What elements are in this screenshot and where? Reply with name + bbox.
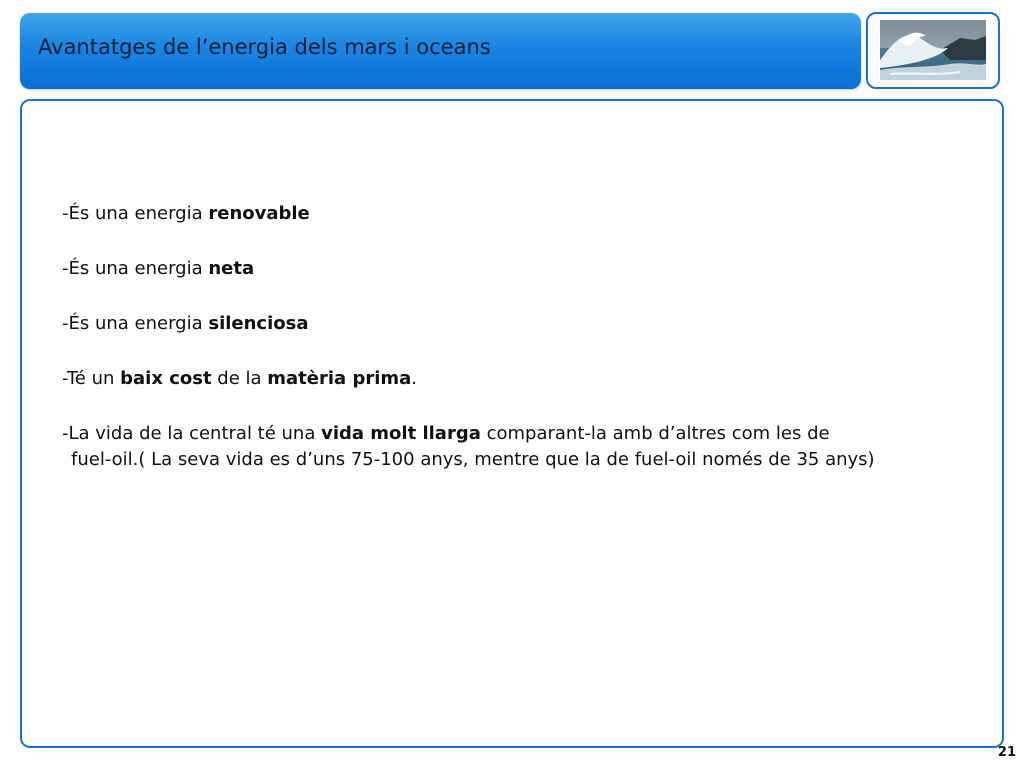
bullet-bold: matèria prima: [267, 368, 412, 389]
content-box: [20, 99, 1004, 748]
bullet-item: [62, 311, 992, 337]
slide-title: Avantatges de l’energia dels mars i oceans: [38, 35, 491, 59]
bullet-bold: vida molt llarga: [321, 423, 481, 444]
bullet-continuation: fuel-oil.( La seva vida es d’uns 75-100 anys, mentre que la de fuel-oil només de 35 anys): [71, 449, 875, 470]
bullet-text: -La vida de la central té una: [62, 423, 322, 444]
bullet-text: -És una energia: [62, 313, 209, 334]
bullet-bold: baix cost: [120, 368, 212, 389]
bullet-text: -És una energia: [62, 258, 209, 279]
bullet-text: de la: [211, 368, 268, 389]
bullet-text: -És una energia: [62, 203, 209, 224]
bullet-item: [62, 201, 992, 227]
bullet-item: [62, 366, 992, 392]
bullet-list: [62, 201, 992, 502]
bullet-item: [62, 421, 992, 473]
bullet-bold: renovable: [208, 203, 310, 224]
thumbnail-frame: [866, 12, 1000, 89]
ocean-waves-image-icon: [880, 20, 986, 80]
ocean-waves-svg: [880, 20, 986, 80]
title-bar: [20, 13, 861, 89]
bullet-text: .: [411, 368, 418, 389]
bullet-text: -Té un: [62, 368, 121, 389]
bullet-bold: silenciosa: [208, 313, 309, 334]
bullet-text: comparant-la amb d’altres com les de: [480, 423, 830, 444]
bullet-bold: neta: [208, 258, 255, 279]
page-number: 21: [997, 745, 1016, 760]
bullet-item: [62, 256, 992, 282]
